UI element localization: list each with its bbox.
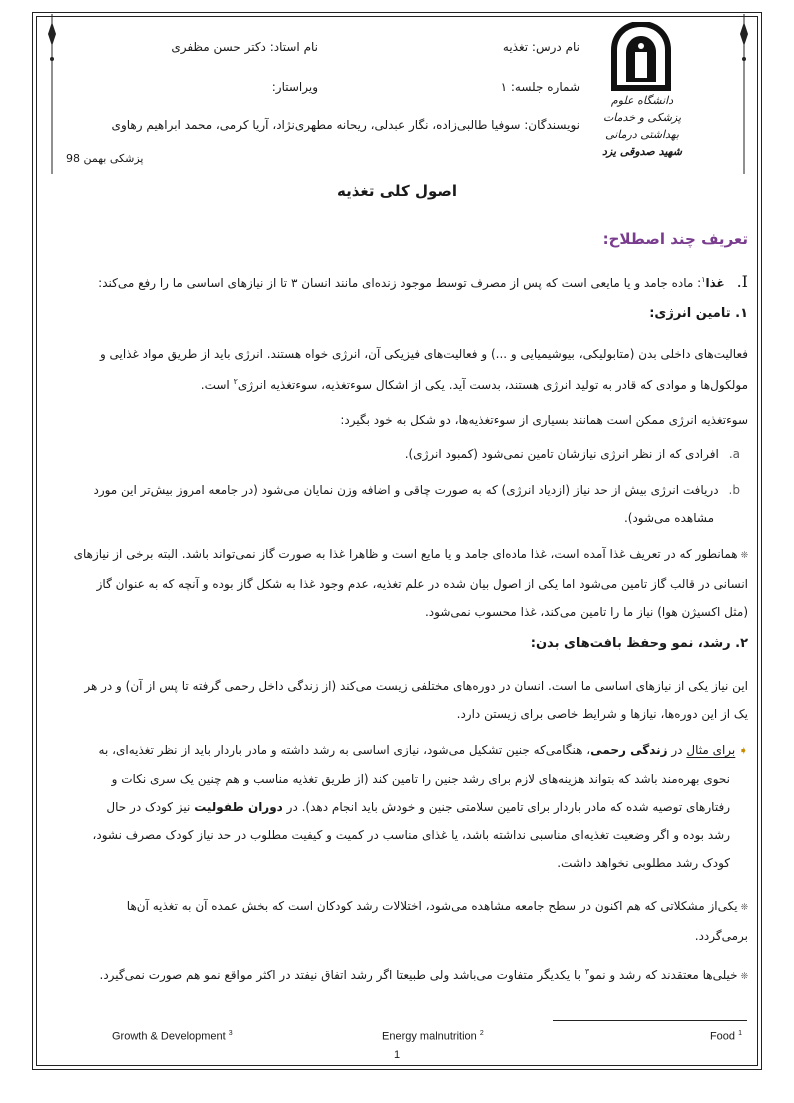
paragraph-line: این نیاز یکی از نیازهای اساسی ما است. انسان در دوره‌های مختلفی زیست می‌کند (از زندگی داخل رحمی گرفته تا پس از آن) و در هر bbox=[84, 679, 748, 693]
section-heading: تعریف چند اصطلاح: bbox=[602, 230, 748, 248]
example-text: ، هنگامی‌که جنین تشکیل می‌شود، نیازی اساسی به رشد داشته و مادر باردار باید از نظر تغذیه‌ای، به bbox=[98, 743, 591, 757]
example-text: نیز کودک در حال bbox=[106, 800, 195, 814]
list-item-text: افرادی که از نظر انرژی نیازشان تامین نمی‌شود (کمبود انرژی). bbox=[404, 447, 719, 461]
paragraph-line: یک از این دوره‌ها، نیازها و شرایط خاصی برای زیستن دارد. bbox=[456, 707, 748, 721]
gas-note bbox=[46, 540, 748, 626]
growth-disorders-note bbox=[46, 892, 748, 950]
example-label: برای مثال bbox=[686, 743, 736, 757]
footnote-text: Food bbox=[709, 1030, 736, 1043]
list-item-line: مشاهده می‌شود). bbox=[623, 511, 714, 525]
page-number: 1 bbox=[394, 1049, 401, 1061]
example-line: نحوی بهره‌مند باشد که بتواند هزینه‌های لازم برای رشد جنین را تامین کند (از طریق تغذیه مناسب و هم چنین یک سری نکات و bbox=[111, 772, 730, 786]
note-bullet-icon: ❊ bbox=[737, 972, 748, 982]
list-marker: a. bbox=[728, 447, 740, 461]
subsection-growth-heading: ۲. رشد، نمو وحفظ بافت‌های بدن: bbox=[530, 636, 748, 651]
class-tag: پزشکی بهمن 98 bbox=[66, 152, 144, 165]
item-numeral: I. bbox=[736, 272, 748, 291]
list-item-a bbox=[405, 440, 740, 468]
energy-paragraph bbox=[46, 340, 748, 399]
example-text: رفتارهای توصیه شده که مادر باردار برای تامین سلامتی جنین و خودش باید انجام دهد). در bbox=[282, 800, 730, 814]
note-line: انسانی در قالب گاز تامین می‌شود اما یکی از اصول بیان شده در علم تغذیه، عدم وجود غذا به شکل گاز بوده و آنچه که به عنوان گاز bbox=[96, 577, 748, 591]
growth-development-note bbox=[46, 958, 748, 991]
list-marker: b. bbox=[728, 483, 740, 497]
footnote-text: Growth & Development bbox=[112, 1030, 226, 1043]
footnote-3 bbox=[112, 1030, 233, 1043]
footnote-1 bbox=[710, 1030, 742, 1043]
emphasis-infancy: دوران طفولیت bbox=[194, 800, 283, 814]
growth-paragraph bbox=[46, 672, 748, 728]
arrow-bullet-icon: ➧ bbox=[735, 744, 748, 757]
footnote-ref-3: ۳ bbox=[584, 967, 590, 976]
footnote-text: Energy malnutrition bbox=[382, 1030, 477, 1043]
example-line bbox=[46, 793, 730, 821]
malnutrition-forms-intro: سوءتغذیه انرژی ممکن است همانند بسیاری از سوءتغذیه‌ها، دو شکل به خود بگیرد: bbox=[340, 413, 748, 427]
note-bullet-icon: ❊ bbox=[737, 551, 748, 561]
footnote-2 bbox=[382, 1030, 484, 1043]
corner-ornament-icon bbox=[47, 14, 57, 174]
course-name: نام درس: تغذیه bbox=[502, 40, 580, 54]
paragraph-text: مولکول‌ها و موادی که قادر به تولید انرژی هستند، بدست آید. یکی از اشکال سوءتغذیه، سوءتغذیه انرژی bbox=[237, 378, 748, 392]
example-line: کودک رشد مطلوبی نخواهد داشت. bbox=[557, 856, 730, 870]
editor-label: ویراستار: bbox=[271, 80, 318, 94]
note-line: (مثل اکسیژن هوا) نیاز ما را تامین می‌کند، غذا محسوب نمی‌شود. bbox=[424, 605, 748, 619]
session-number: شماره جلسه: ۱ bbox=[500, 80, 580, 94]
example-line bbox=[46, 736, 748, 765]
footnote-number: 1 bbox=[738, 1030, 742, 1037]
list-item-line bbox=[46, 476, 740, 504]
paragraph-line: فعالیت‌های داخلی بدن (متابولیکی، بیوشیمیایی و ...) و فعالیت‌های فیزیکی آن، انرژی خواه هستند. انرژی باید از طریق مواد غذایی و bbox=[99, 347, 748, 361]
note-line: برمی‌گردد. bbox=[694, 929, 748, 943]
university-name bbox=[602, 92, 682, 160]
food-definition bbox=[46, 266, 748, 297]
corner-ornament-icon bbox=[739, 14, 749, 174]
note-text: همانطور که در تعریف غذا آمده است، غذا ماده‌ای جامد و یا مایع است و ظاهرا غذا به صورت گاز نمی‌تواند باشد. البته برخی از نیازهای bbox=[73, 547, 738, 561]
footnote-ref-1: ۱ bbox=[701, 275, 706, 284]
subsection-energy-heading: ۱. تامین انرژی: bbox=[649, 306, 748, 321]
food-definition-text: : ماده جامد و یا مایعی است که پس از مصرف توسط موجود زنده‌ای مانند انسان ۳ تا از نیازهای اساسی ما را رفع می‌کند: bbox=[98, 276, 702, 290]
instructor-name: نام استاد: دکتر حسن مظفری bbox=[171, 40, 318, 54]
footnote-separator bbox=[553, 1020, 747, 1021]
note-line bbox=[46, 892, 748, 922]
list-item-text: دریافت انرژی بیش از حد نیاز (ازدیاد انرژی) که به صورت چاقی و اضافه وزن نمایان می‌شود (در جامعه امروز بیش‌تر این مورد bbox=[93, 483, 719, 497]
example-line: رشد بوده و اگر وضعیت تغذیه‌ای مناسبی نداشته باشد، یا غذای مناسب در کمیت و کیفیت مطلوب در حد نیاز کودک مصرف نشود، bbox=[92, 828, 730, 842]
university-name-line1: دانشگاه علوم پزشکی و خدمات بهداشتی درمانی bbox=[602, 94, 682, 141]
page-title: اصول کلی تغذیه bbox=[336, 182, 457, 200]
note-line bbox=[46, 540, 748, 570]
university-name-line2: شهید صدوقی یزد bbox=[602, 145, 682, 158]
list-item-b bbox=[46, 476, 740, 532]
emphasis-uterine-life: زندگی رحمی bbox=[590, 743, 668, 757]
note-text: یکی‌از مشکلاتی که هم اکنون در سطح جامعه مشاهده می‌شود، اختلالات رشد کودکان است که بخش عمده آن به تغذیه آن‌ها bbox=[126, 899, 738, 913]
example-text: در bbox=[667, 743, 687, 757]
example-paragraph bbox=[46, 736, 748, 877]
authors-line: نویسندگان: سوفیا طالبی‌زاده، نگار عبدلی، ریحانه مطهری‌نژاد، آریا کرمی، محمد ابراهیم رهاوی bbox=[111, 118, 580, 132]
paragraph-line bbox=[46, 368, 748, 399]
food-term: غذا bbox=[705, 276, 725, 290]
footnote-number: 2 bbox=[479, 1030, 484, 1037]
university-logo-icon bbox=[604, 22, 678, 92]
note-text: خیلی‌ها معتقدند که رشد و نمو bbox=[589, 968, 738, 982]
footnote-number: 3 bbox=[228, 1030, 233, 1037]
paragraph-text: است. bbox=[200, 378, 234, 392]
note-text: با یکدیگر متفاوت می‌باشد ولی طبیعتا اگر رشد اتفاق نیفتد در اکثر مواقع نمو هم صورت نمی‌گیرد. bbox=[99, 968, 585, 982]
note-bullet-icon: ❊ bbox=[737, 903, 748, 913]
footnote-ref-2: ۲ bbox=[233, 377, 238, 386]
